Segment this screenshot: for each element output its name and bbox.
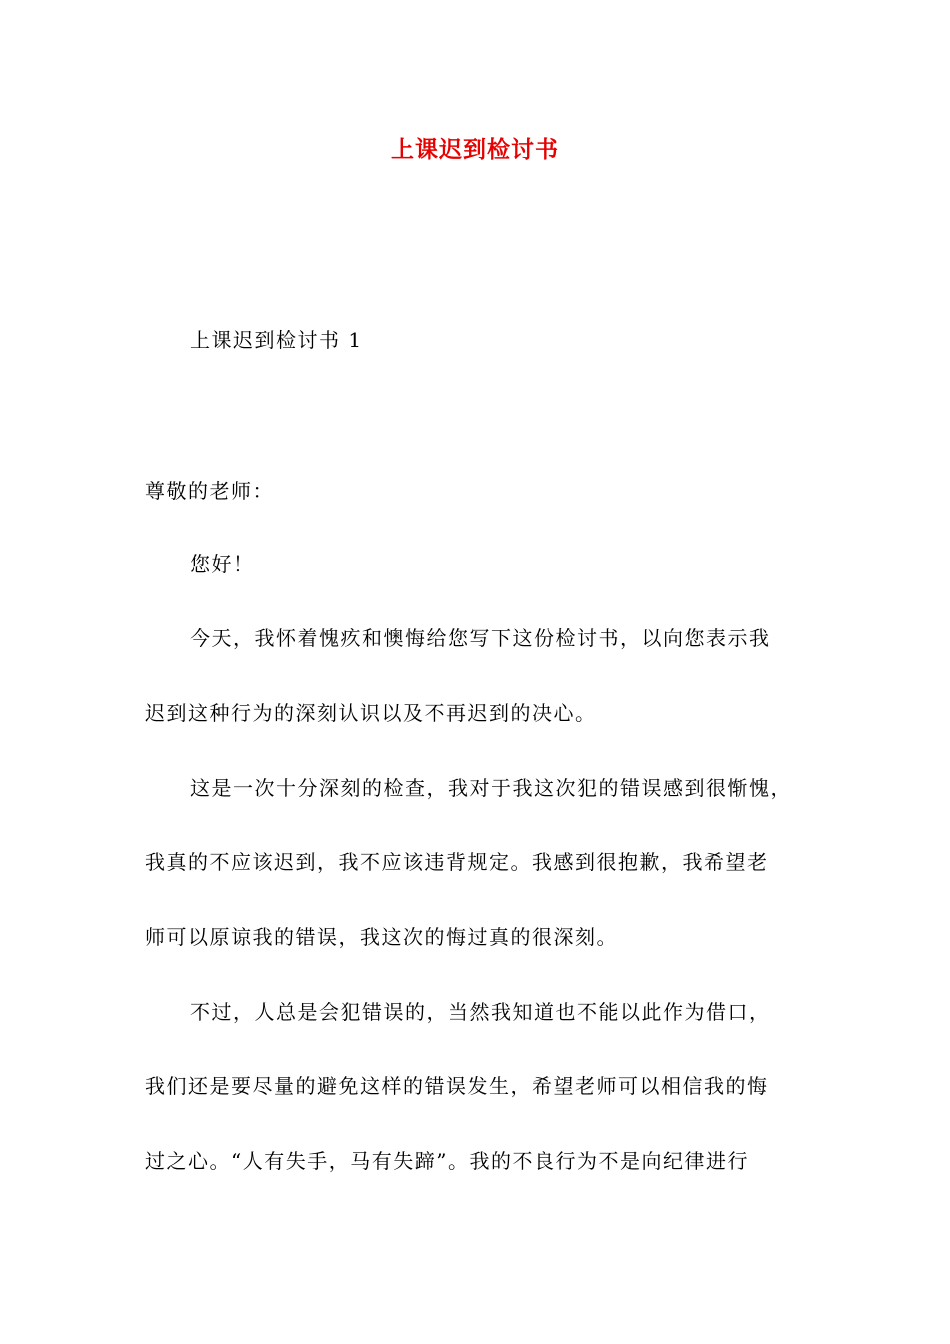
paragraph-line: 师可以原谅我的错误，我这次的悔过真的很深刻。 — [145, 925, 618, 949]
salutation: 尊敬的老师： — [145, 479, 274, 503]
section-heading: 上课迟到检讨书 1 — [190, 328, 363, 352]
paragraph-line: 这是一次十分深刻的检查，我对于我这次犯的错误感到很惭愧， — [190, 776, 792, 800]
paragraph-line: 今天，我怀着愧疚和懊悔给您写下这份检讨书，以向您表示我 — [190, 626, 771, 650]
paragraph-line: 迟到这种行为的深刻认识以及不再迟到的决心。 — [145, 701, 597, 725]
paragraph-line: 我们还是要尽量的避免这样的错误发生，希望老师可以相信我的悔 — [145, 1074, 769, 1098]
document-title: 上课迟到检讨书 — [391, 136, 559, 163]
paragraph-line: 不过，人总是会犯错误的，当然我知道也不能以此作为借口， — [190, 1000, 771, 1024]
paragraph-line: 过之心。“人有失手，马有失蹄”。我的不良行为不是向纪律进行 — [145, 1149, 749, 1173]
greeting: 您好！ — [190, 552, 255, 576]
paragraph-line: 我真的不应该迟到，我不应该违背规定。我感到很抱歉，我希望老 — [145, 850, 769, 874]
